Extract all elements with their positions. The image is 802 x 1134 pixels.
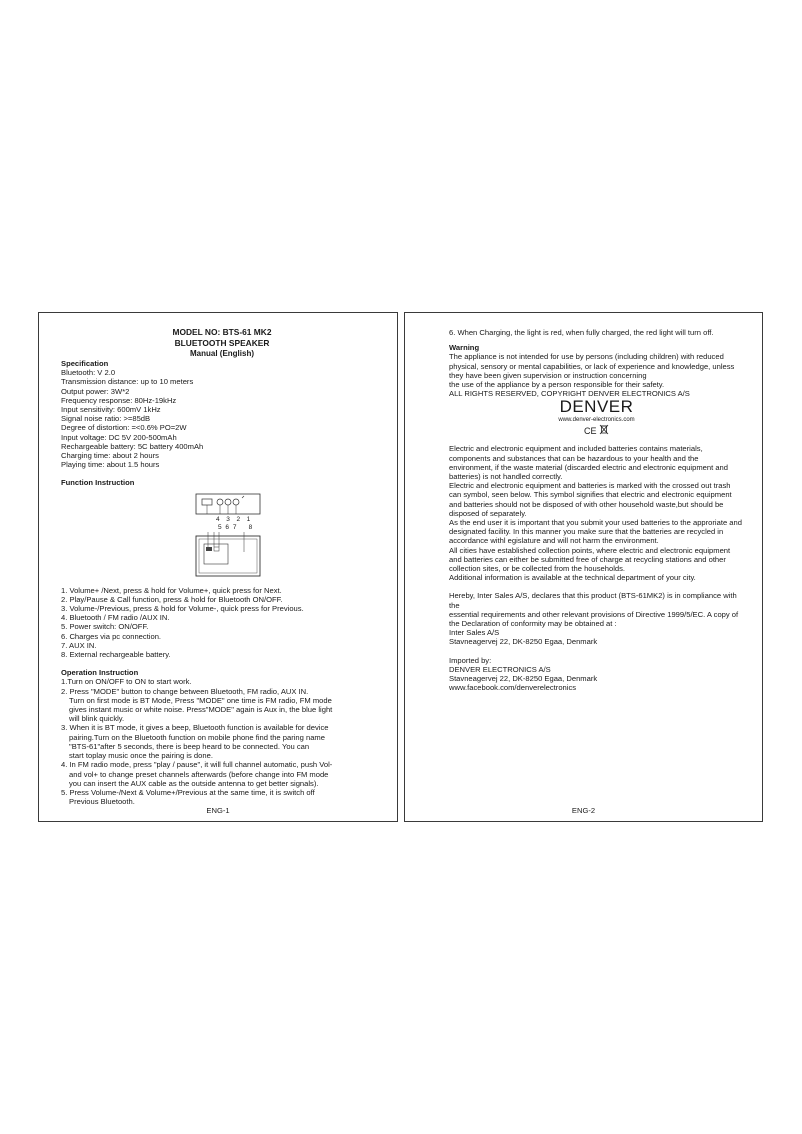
- operation-list: [61, 677, 383, 806]
- manual-page-2: [404, 312, 763, 822]
- crossed-bin-icon: [599, 426, 609, 436]
- function-item: 3. Volume-/Previous, press & hold for Volume-, quick press for Previous.: [61, 604, 304, 614]
- operation-continuation: you can insert the AUX cable as the outside antenna to get better signals).: [69, 778, 319, 788]
- function-heading: Function Instruction: [61, 478, 135, 488]
- function-item: 2. Play/Pause & Call function, press & hold for Bluetooth ON/OFF.: [61, 594, 283, 604]
- product-title: BLUETOOTH SPEAKER: [174, 338, 270, 348]
- warning-line: physical, sensory or mental capabilities, or lack of experience and knowledge, unless: [449, 361, 735, 371]
- spec-item: Output power: 3W*2: [61, 386, 130, 396]
- denver-logo: DENVER: [559, 397, 634, 417]
- environment-line: components and substances that can be hazardous to your health and the: [449, 453, 699, 463]
- model-number: MODEL NO: BTS-61 MK2: [172, 327, 272, 337]
- spec-item: Input sensitivity: 600mV 1kHz: [61, 405, 161, 415]
- declaration-text: [449, 591, 744, 646]
- environment-line: and batteries should not be disposed of with other household waste,but should be: [449, 499, 724, 509]
- environment-line: All cities have established collection points, where electric and electronic equipment: [449, 545, 731, 555]
- brand-url: www.denver-electronics.com: [558, 417, 635, 424]
- environment-line: can symbol, seen below. This symbol signifies that electric and electronic equipment: [449, 490, 732, 500]
- warning-line: they have been given supervision or instruction concerning: [449, 370, 647, 380]
- spec-item: Input voltage: DC 5V 200-500mAh: [61, 432, 177, 442]
- operation-item: 4. In FM radio mode, press "play / pause", it will full channel automatic, push Vol-: [61, 760, 333, 770]
- importer-line: DENVER ELECTRONICS A/S: [449, 664, 551, 674]
- page-number-2: ENG-2: [571, 806, 596, 815]
- operation-continuation: will blink quickly.: [69, 714, 125, 724]
- operation-continuation: start toplay music once the pairing is done.: [69, 751, 213, 761]
- operation-continuation: Previous Bluetooth.: [69, 797, 135, 807]
- function-list: [61, 586, 383, 660]
- function-item: 7. AUX IN.: [61, 640, 97, 650]
- manual-page-1: [38, 312, 398, 822]
- operation-continuation: "BTS-61"after 5 seconds, there is beep heard to be connected. You can: [69, 741, 310, 751]
- operation-continuation: Turn on first mode is BT Mode, Press "MODE" one time is FM radio, FM mode: [69, 695, 332, 705]
- warning-heading: Warning: [449, 343, 480, 353]
- brand-block: [449, 398, 744, 438]
- declaration-line: Stavneagervej 22, DK-8250 Egaa, Denmark: [449, 637, 598, 647]
- declaration-line: Inter Sales A/S: [449, 628, 500, 638]
- spec-item: Playing time: about 1.5 hours: [61, 460, 160, 470]
- function-item: 1. Volume+ /Next, press & hold for Volume+, quick press for Next.: [61, 585, 282, 595]
- environment-line: Electric and electronic equipment and included batteries contains materials,: [449, 444, 703, 454]
- page-number-1: ENG-1: [206, 806, 230, 815]
- spec-item: Signal noise ratio: >=85dB: [61, 414, 151, 424]
- declaration-line: Hereby, Inter Sales A/S, declares that this product (BTS-61MK2) is in compliance with the: [449, 591, 737, 610]
- environment-line: Additional information is available at the technical department of your city.: [449, 573, 696, 583]
- operation-item: 5. Press Volume-/Next & Volume+/Previous at the same time, it is switch off: [61, 787, 315, 797]
- operation-heading: Operation Instruction: [61, 668, 139, 678]
- operation-continuation: gives instant music or white noise. Press"MODE" again is Aux in, the blue light: [69, 705, 333, 715]
- compliance-marks: [449, 424, 744, 438]
- diagram-bottom-numbers: 5 6 7 8: [218, 523, 254, 531]
- operation-item: 3. When it is BT mode, it gives a beep, Bluetooth function is available for device: [61, 723, 329, 733]
- environment-line: environment, if the waste material (discarded electric and electronic equipment and: [449, 462, 729, 472]
- warning-text: [449, 352, 744, 398]
- function-item: 5. Power switch: ON/OFF.: [61, 622, 149, 632]
- ce-mark: CE: [583, 426, 597, 437]
- operation-item: 2. Press "MODE" button to change between Bluetooth, FM radio, AUX IN.: [61, 686, 309, 696]
- environment-line: designated facility. In this manner you make sure that the batteries are recycled in: [449, 527, 724, 537]
- importer-line: Imported by:: [449, 655, 492, 665]
- charging-note: 6. When Charging, the light is red, when fully charged, the red light will turn off.: [449, 328, 714, 337]
- manual-language: Manual (English): [190, 349, 254, 358]
- operation-item: 1.Turn on ON/OFF to ON to start work.: [61, 677, 192, 687]
- importer-link: www.facebook.com/denverelectronics: [449, 683, 577, 693]
- environment-line: disposed of separately.: [449, 508, 527, 518]
- declaration-line: the Declaration of conformity may be obtained at :: [449, 619, 617, 629]
- warning-line: ALL RIGHTS RESERVED, COPYRIGHT DENVER ELECTRONICS A/S: [449, 389, 690, 399]
- function-item: 4. Bluetooth / FM radio /AUX IN.: [61, 613, 170, 623]
- spec-item: Transmission distance: up to 10 meters: [61, 377, 194, 387]
- spec-item: Charging time: about 2 hours: [61, 451, 159, 461]
- spec-item: Rechargeable battery: 5C battery 400mAh: [61, 441, 204, 451]
- environment-line: batteries) is not handled correctly.: [449, 472, 563, 482]
- function-item: 8. External rechargeable battery.: [61, 650, 171, 660]
- diagram-top-numbers: 4 3 2 1: [216, 515, 252, 523]
- speaker-diagram-drawing: [194, 492, 264, 580]
- environment-line: accordance withl egislature and will not harm the environment.: [449, 536, 659, 546]
- warning-line: the use of the appliance by a person responsible for their safety.: [449, 380, 665, 390]
- environment-line: and batteries can either be submitted free of charge at recycling stations and other: [449, 554, 726, 564]
- environment-line: Electric and electronic equipment and batteries is marked with the crossed out trash: [449, 481, 731, 491]
- spec-item: Bluetooth: V 2.0: [61, 368, 116, 378]
- environment-line: collection sites, or be collected from the households.: [449, 564, 626, 574]
- speaker-diagram: [194, 492, 264, 580]
- warning-line: The appliance is not intended for use by persons (including children) with reduced: [449, 352, 724, 362]
- function-item: 6. Charges via pc connection.: [61, 631, 162, 641]
- spec-list: [61, 368, 383, 469]
- declaration-line: essential requirements and other relevant provisions of Directive 1999/5/EC. A copy of: [449, 609, 739, 619]
- operation-continuation: and vol+ to change preset channels afterwards (before change into FM mode: [69, 769, 329, 779]
- importer-line: Stavneagervej 22, DK-8250 Egaa, Denmark: [449, 674, 598, 684]
- operation-continuation: pairing.Turn on the Bluetooth function on mobile phone find the paring name: [69, 732, 325, 742]
- environment-text: [449, 444, 744, 582]
- importer-text: [449, 656, 744, 693]
- spec-heading: Specification: [61, 359, 109, 368]
- spec-item: Degree of distortion: =<0.6% PO=2W: [61, 423, 187, 433]
- environment-line: As the end user it is important that you submit your used batteries to the approriate and: [449, 518, 742, 528]
- spec-item: Frequency response: 80Hz-19kHz: [61, 395, 177, 405]
